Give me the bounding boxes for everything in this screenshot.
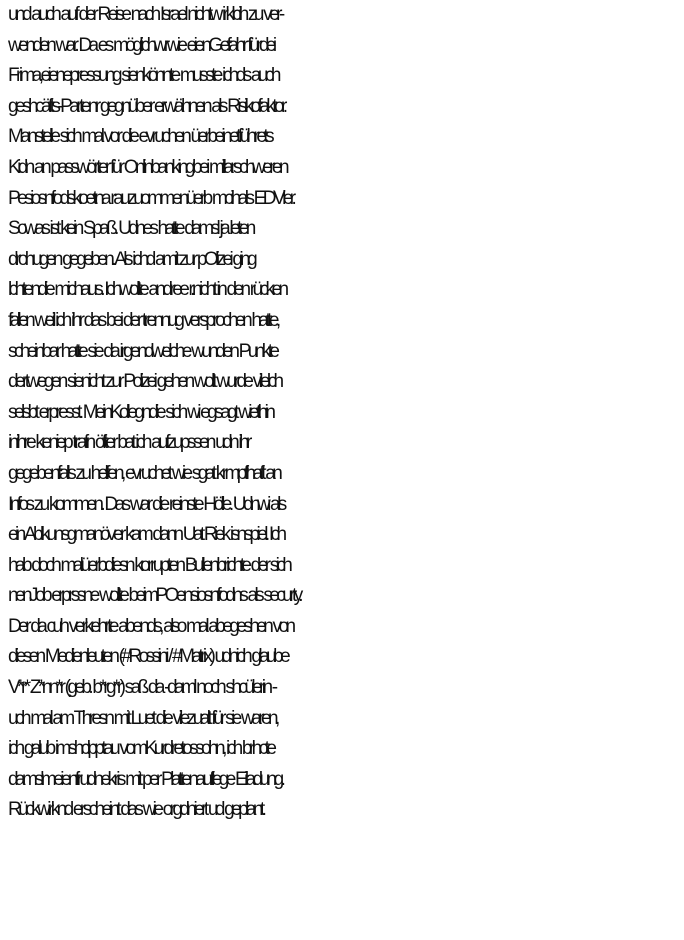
text-line: hab doch malüerbdiesn korrupten Bullenbrichte der sich bbox=[8, 554, 290, 576]
text-line: geshcäfts-Partenr gegnüber erwähnen als Risikofaktor. bbox=[8, 95, 285, 117]
text-line: V*r* Z*nn*r (geb. b*rg*r) saß da -daml noch shcülerin - bbox=[8, 677, 275, 699]
text-line: Kidn an passwörter für Onlinbankingbei millarschweren bbox=[8, 156, 286, 178]
text-line: nenJob erprssne wollte beimPOensiosnfodns als securty. bbox=[8, 585, 301, 607]
text-line: diesen Medienleuten (#Rossini / #Matrix) udnich glaube bbox=[8, 646, 288, 668]
text-line: gegebenfalls zu helfen, evruchet wie sgat krmpfhaft an bbox=[8, 462, 280, 484]
text-line: selsbt erpresst. MeinKollegndie sich wi egsagt wiethin bbox=[8, 401, 273, 423]
text-line: Sowas ist kein Spaß. Udnes hatte damsl ja leten bbox=[8, 218, 253, 240]
document-page bbox=[8, 0, 684, 940]
text-line: inihre keniep trafn öfter bat ich aufzupssen udn ihr bbox=[8, 432, 249, 454]
text-line: uch mal am Thresn mit Luet die vilezualt für sie waren, bbox=[8, 707, 277, 729]
text-line: Infos zu kommen. Das war die reinste Hölle. Udnwi als bbox=[8, 493, 284, 515]
text-line: ich galub imshclpptau vomKurdretossohn, ich brhcte bbox=[8, 738, 274, 760]
text-line: Frima,eienepressung sienkönnte musste ichds auch bbox=[8, 65, 278, 87]
text-line: lchtendie michaus. Ichwollte andree r.nicht in den rücken bbox=[8, 279, 286, 301]
text-line: drohugen gegeben. Als ichd amit zur pOlizei ging bbox=[8, 248, 255, 270]
text-line: wenden war. Da es möglichwrwie eienGefahr fürdei bbox=[8, 34, 274, 56]
text-line: Der da cuh verkehrte abends, also mal abegeshen von bbox=[8, 615, 293, 637]
text-line: scheinbar hatte sie da irgendwelche wunden Punkte bbox=[8, 340, 277, 362]
text-line: dertwegen sienicht zur Polizei gehen wollt wurde vilelch bbox=[8, 371, 281, 393]
text-line: fallen weil ich ihr das bei der trennug versprochen hatte, bbox=[8, 309, 278, 331]
text-line: Pesiosnfodskoetna rauzuommenüerb mcihals EDVler. bbox=[8, 187, 294, 209]
text-line: ein Ablkunsgmanöver kam dann Uat Riek isnspiel. Ich bbox=[8, 524, 284, 546]
text-line: Manstelle sich mal vor die evruchen üerbeinetführets bbox=[8, 126, 272, 148]
text-line: und auch auf der Reise nach Israel nichtw irklcih zu ver- bbox=[8, 4, 282, 25]
text-line: damslmeienfrudnekris mit per Plattenauflege Eiladung. bbox=[8, 768, 283, 790]
text-line: Rückwirknd erscheint das wie orgdniert ud geplant. bbox=[8, 799, 264, 821]
